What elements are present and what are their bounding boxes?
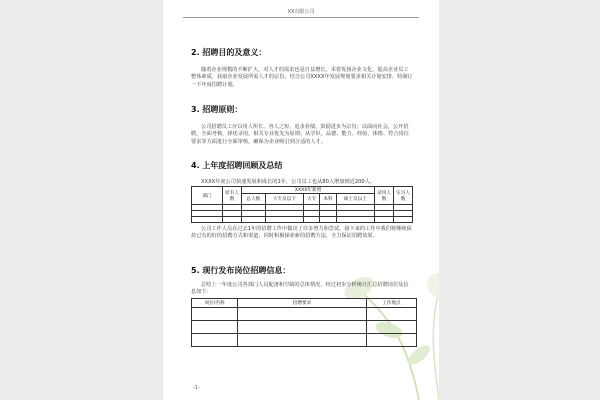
col-position: 岗位/名称: [192, 299, 238, 308]
section-4-title: 4. 上年度招聘回顾及总结: [191, 161, 283, 170]
job-posting-table: [191, 298, 417, 347]
sub-col-below-college: 大专及以下: [265, 194, 303, 205]
section-3-text: 公司招聘员工应以用人所长、容人之短、追求业绩、鼓励进步为宗旨；以面向社会，公开招聘，全面考核，择优录用，相关专业优先为原则；从学识、品德、能力、经验、体格、符合岗位要求等方面进行全面审核，确保为企业吸引到合适的人才。: [191, 124, 409, 145]
table-row: [192, 321, 417, 334]
col-original: 原有人数: [223, 187, 242, 205]
sub-col-total: 总人数: [242, 194, 266, 205]
section-5-text: 总结上一年度公司各部门人员配备和空缺的总体情况，经过初步分析统计汇总招聘岗位及信息如下：: [191, 282, 409, 296]
section-3-title: 3. 招聘原则：: [191, 105, 243, 114]
col-requirements: 招聘要求: [238, 299, 367, 308]
sub-col-college: 大专: [304, 194, 320, 205]
col-group-new: XXXX年新增: [242, 187, 375, 194]
table-row: [192, 334, 417, 347]
table-row: [192, 308, 417, 321]
sub-col-master: 硕士及以上: [336, 194, 374, 205]
col-location: 工作地点: [366, 299, 416, 308]
col-dept: 部门: [192, 187, 223, 205]
table-row: [192, 217, 413, 223]
section-2-text: 随着企业规模的不断扩大，对人才的需求也是日益增长。本着发扬企业文化，提高企业员工整体素质，获取企业发展所需人才的宗旨，结合公司XXXX年发展规划要求相关计划安排，特制订一下年度招聘计划。: [191, 67, 413, 88]
section-4-summary: 公司工作人员在过去1年的招聘工作中做出了许多努力和尝试，接下来的工作中我们将继续保持已有的好的招聘方式和渠道，同时积极探索新的招聘方法，全力保证招聘效果。: [191, 226, 412, 240]
document-page: [163, 0, 439, 400]
section-4-text: XXXX年度公司快速发展和成长的1年，公司员工也从80人增加到近200人。: [201, 179, 376, 185]
recruitment-review-table: [191, 186, 413, 223]
page-header: [183, 3, 419, 18]
page-number: -1-: [193, 385, 200, 391]
company-name: XX有限公司: [287, 9, 315, 15]
col-actual: 实习人数: [394, 187, 413, 205]
section-2-title: 2. 招聘目的及意义：: [191, 48, 267, 57]
sub-col-bachelor: 本科: [320, 194, 336, 205]
section-5-title: 5. 现行发布岗位招聘信息：: [191, 266, 291, 275]
col-trial: 试用人数: [375, 187, 394, 205]
